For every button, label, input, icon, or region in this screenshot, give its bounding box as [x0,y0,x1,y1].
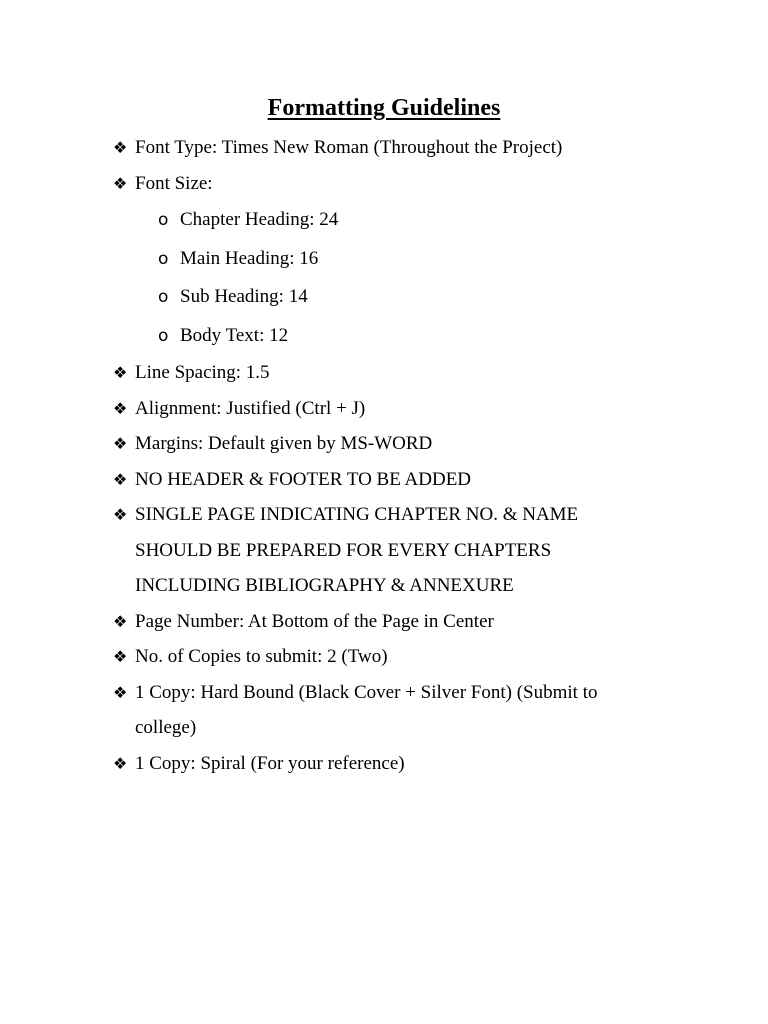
diamond-bullet-icon: ❖ [113,173,128,193]
list-item-text: Line Spacing: 1.5 [135,362,270,383]
circle-bullet-icon: o [158,287,169,307]
list-item-text: Margins: Default given by MS-WORD [135,433,433,454]
list-item-text: 1 Copy: Spiral (For your reference) [135,752,405,774]
sub-list-item [135,201,658,240]
sub-list-item [135,240,658,279]
sub-list-item-text: Main Heading: 16 [180,247,319,269]
diamond-bullet-icon: ❖ [113,434,128,453]
list-item [0,675,768,746]
page-title: Formatting Guidelines [267,95,501,121]
list-item [0,391,768,427]
list-item [0,746,768,782]
sub-list-item-text: Body Text: 12 [180,324,289,346]
list-item [0,462,768,498]
circle-bullet-icon: o [158,325,169,346]
diamond-bullet-icon: ❖ [113,647,128,666]
list-item [0,130,768,166]
list-item-text: Page Number: At Bottom of the Page in Center [135,610,494,632]
list-item-text: Font Type: Times New Roman (Throughout the Project) [135,137,563,158]
list-item [0,355,768,391]
list-item [0,604,768,640]
list-item [0,166,768,356]
list-item-text: NO HEADER & FOOTER TO BE ADDED [135,468,472,490]
list-item [0,497,768,604]
diamond-bullet-icon: ❖ [113,682,128,702]
list-item [0,639,768,675]
diamond-bullet-icon: ❖ [113,753,128,773]
diamond-bullet-icon: ❖ [113,611,128,631]
list-item-text: Alignment: Justified (Ctrl + J) [135,397,366,419]
circle-bullet-icon: o [158,248,169,269]
diamond-bullet-icon: ❖ [113,505,128,524]
circle-bullet-icon: o [158,210,169,230]
sub-list-item-text: Sub Heading: 14 [180,286,308,307]
sub-list-item [135,317,658,356]
sub-list-item [135,278,658,317]
guidelines-list [0,130,768,781]
list-item-text: No. of Copies to submit: 2 (Two) [135,646,388,667]
list-item [0,426,768,462]
font-size-sublist [135,201,658,355]
diamond-bullet-icon: ❖ [113,469,128,489]
diamond-bullet-icon: ❖ [113,138,128,157]
list-item-text: Font Size: [135,172,213,194]
list-item-text: 1 Copy: Hard Bound (Black Cover + Silver Font) (Submit to college) [135,681,598,738]
list-item-text: SINGLE PAGE INDICATING CHAPTER NO. & NAME SHOULD BE PREPARED FOR EVERY CHAPTERS INCLUDING BIBLIOGRAPHY & ANNEXURE [135,504,579,596]
diamond-bullet-icon: ❖ [113,398,128,418]
diamond-bullet-icon: ❖ [113,363,128,382]
sub-list-item-text: Chapter Heading: 24 [180,209,339,230]
